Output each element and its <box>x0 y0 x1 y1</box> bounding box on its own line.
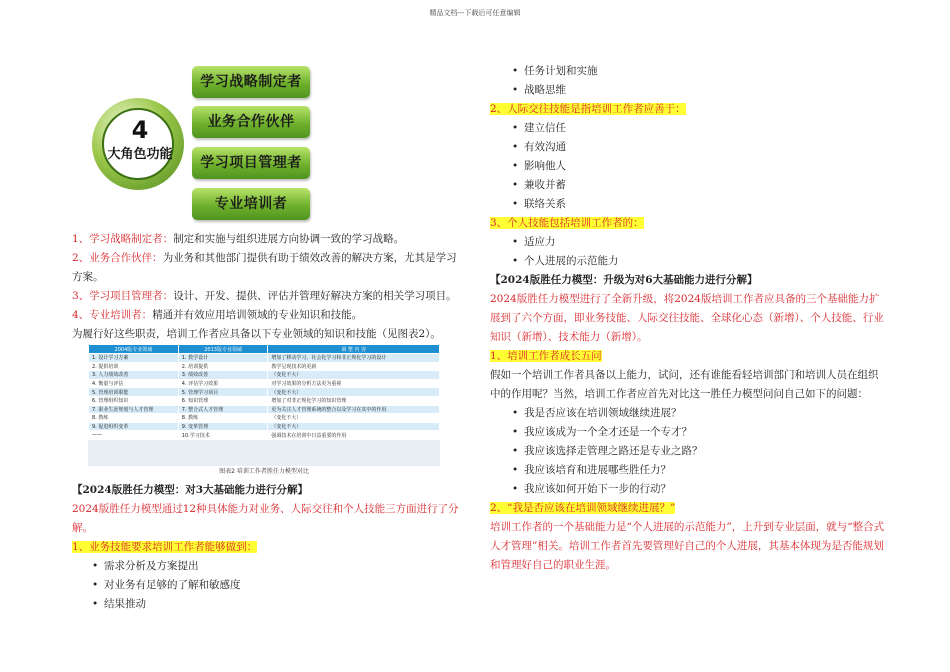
list-item: • 有效沟通 <box>512 138 885 157</box>
role-pill-trainer: 专业培训者 <box>192 188 310 220</box>
table-row: 5. 管理培训职能 5. 管理学习项目 （变化不大） <box>89 388 440 397</box>
role-item: 3、学习项目管理者：设计、开发、提供、评估并管理好解决方案的相关学习项目。 <box>72 290 457 302</box>
four-roles-figure <box>88 60 318 230</box>
list-item: • 个人进展的示范能力 <box>512 252 885 271</box>
list-item: • 联络关系 <box>512 195 885 214</box>
list-item: • 我是否应该在培训领域继续进展？ <box>512 404 885 423</box>
list-item: • 适应力 <box>512 233 885 252</box>
q2-paragraph: 培训工作者的一个基础能力是“个人进展的示范能力”，上升到专业层面，就与“整合式人才管理”相关。培训工作者首先要管理好自己的个人进展，其基本体现为是否能规划和管理好自己的职业生涯。 <box>490 521 885 571</box>
questions-list <box>512 404 885 499</box>
business-list-cont <box>512 62 885 100</box>
figure-caption: 图表2 培训工作者胜任力模型对比 <box>219 468 309 475</box>
personal-list <box>512 233 885 271</box>
table-row: 6. 管理组织知识 6. 知识管理 增加了对非正规化学习的知识管理 <box>89 396 440 405</box>
table-row: —— 10.学习技术 强调技术在培训中日益重要的作用 <box>89 431 440 440</box>
growth-paragraph: 假如一个培训工作者具备以上能力，试问，还有谁能看轻培训部门和培训人员在组织中的作用呢？当然，培训工作者应首先对比这一胜任力模型问问自己如下的问题： <box>490 369 879 400</box>
intro-line: 为履行好这些职责，培训工作者应具备以下专业领域的知识和技能（见图表2）。 <box>72 328 441 340</box>
table-header: 2013版专业领域 <box>178 345 268 354</box>
table-row: 7. 职业生涯规划与人才管理 7. 整合式人才管理 更为关注人才管理系统的整合以及学习在其中的作用 <box>89 405 440 414</box>
table-header: 2004版专业领域 <box>89 345 179 354</box>
roles-badge <box>92 98 184 190</box>
role-pill-strategy: 学习战略制定者 <box>192 66 310 98</box>
role-pill-partner: 业务合作伙伴 <box>192 106 310 138</box>
competency-comparison-figure <box>88 344 440 475</box>
section-paragraph: 2024版胜任力模型通过12种具体能力对业务、人际交往和个人技能三方面进行了分解。 <box>72 503 459 534</box>
table-row: 1. 设计学习方案 1. 教学设计 增加了移动学习、社会化学习和非正规化学习的设计 <box>89 354 440 363</box>
growth-heading: 1、培训工作者成长五问 <box>490 350 602 362</box>
list-item: • 影响他人 <box>512 157 885 176</box>
list-item: • 结果推动 <box>92 595 462 614</box>
list-item: • 我应该如何开始下一步的行动？ <box>512 480 885 499</box>
table-row: 3. 人力绩效改善 3. 绩效改善 （变化不大） <box>89 371 440 380</box>
role-item: 1、学习战略制定者：制定和实施与组织进展方向协调一致的学习战略。 <box>72 233 405 245</box>
role-item: 4、专业培训者：精通并有效应用培训领域的专业知识和技能。 <box>72 309 363 321</box>
q2-heading: 2、“我是否应该在培训领域继续进展？” <box>490 502 676 514</box>
business-heading: 1、业务技能要求培训工作者能够做到： <box>72 541 258 553</box>
badge-text: 大角色功能 <box>107 147 173 162</box>
list-item: • 兼收并蓄 <box>512 176 885 195</box>
list-item: • 我应该选择走管理之路还是专业之路？ <box>512 442 885 461</box>
table-header: 调 整 内 容 <box>268 345 440 354</box>
table-row: 9. 促进组织变革 9. 变革管理 （变化不大） <box>89 422 440 431</box>
list-item: • 对业务有足够的了解和敏感度 <box>92 576 462 595</box>
interpersonal-heading: 2、人际交往技能是指培训工作者应善于： <box>490 103 686 115</box>
role-item: 2、业务合作伙伴：为业务和其他部门提供有助于绩效改善的解决方案，尤其是学习方案。 <box>72 252 457 283</box>
list-item: • 我应该培育和进展哪些胜任力？ <box>512 461 885 480</box>
list-item: • 我应该成为一个全才还是一个专才？ <box>512 423 885 442</box>
comparison-table <box>88 344 440 440</box>
section-title: 【2024版胜任力模型：对3大基础能力进行分解】 <box>72 484 309 496</box>
table-row: 2. 提供培训 2. 培训提供 教学呈现技术的更新 <box>89 362 440 371</box>
list-item: • 建立信任 <box>512 119 885 138</box>
personal-heading: 3、个人技能包括培训工作者的： <box>490 217 644 229</box>
section-paragraph: 2024版胜任力模型进行了全新升级，将2024版培训工作者应具备的三个基础能力扩展到了六个方面，即业务技能、人际交往技能、全球化心态（新增）、个人技能、行业知识（新增）、技术能力（新增）。 <box>490 293 884 343</box>
business-list <box>92 557 462 614</box>
role-descriptions <box>72 230 462 344</box>
list-item: • 战略思维 <box>512 81 885 100</box>
role-pill-project: 学习项目管理者 <box>192 147 310 179</box>
right-column <box>490 62 885 575</box>
list-item: • 需求分析及方案提出 <box>92 557 462 576</box>
list-item: • 任务计划和实施 <box>512 62 885 81</box>
left-section <box>72 481 462 614</box>
interpersonal-list <box>512 119 885 214</box>
section-title: 【2024版胜任力模型：升级为对6大基础能力进行分解】 <box>490 274 758 286</box>
table-row: 8. 教练 8. 教练 （变化不大） <box>89 414 440 423</box>
badge-number: 4 <box>131 116 149 144</box>
table-row: 4. 衡量与评估 4. 评估学习效果 对学习效果的分析方法更为重视 <box>89 379 440 388</box>
header-note: 精品文档---下载后可任意编辑 <box>429 9 521 17</box>
